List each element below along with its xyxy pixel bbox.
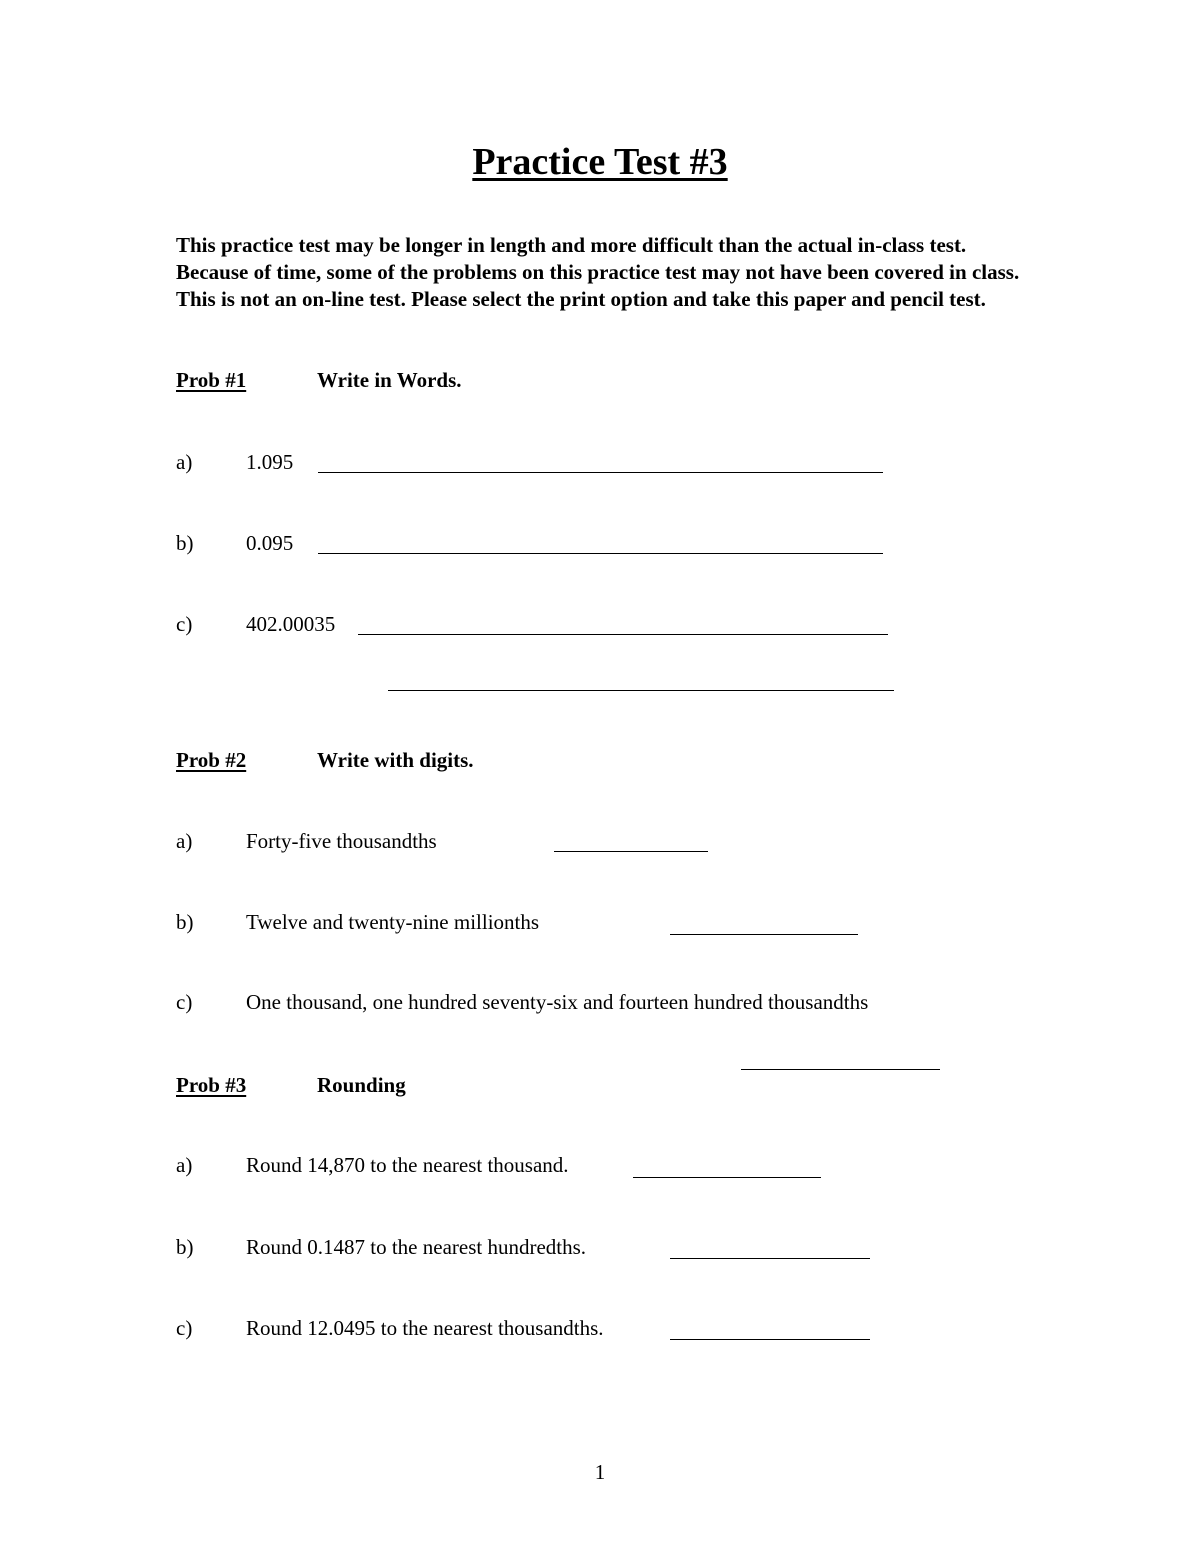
prob3-c-text: Round 12.0495 to the nearest thousandths.: [246, 1316, 604, 1340]
prob1-a-letter: a): [176, 450, 193, 474]
prob3-a-letter: a): [176, 1153, 193, 1177]
prob3-b-letter: b): [176, 1235, 194, 1259]
prob3-b-text: Round 0.1487 to the nearest hundredths.: [246, 1235, 587, 1259]
prob2-b-letter: b): [176, 910, 194, 934]
prob3-c-answer-line[interactable]: [670, 1339, 870, 1340]
prob2-a-letter: a): [176, 829, 193, 853]
prob1-title: Write in Words.: [317, 368, 462, 392]
prob2-b-answer-line[interactable]: [670, 934, 858, 935]
prob1-c-answer-line[interactable]: [358, 634, 888, 635]
prob2-c-text: One thousand, one hundred seventy-six and fourteen hundred thousandths: [246, 990, 869, 1014]
prob3-b-answer-line[interactable]: [670, 1258, 870, 1259]
prob2-c-letter: c): [176, 990, 193, 1014]
prob1-c-letter: c): [176, 612, 193, 636]
prob1-b-letter: b): [176, 531, 194, 555]
prob3-a-answer-line[interactable]: [633, 1177, 821, 1178]
prob1-c-number: 402.00035: [246, 612, 336, 636]
prob1-c-answer-line-2[interactable]: [388, 690, 894, 691]
prob1-b-answer-line[interactable]: [318, 553, 883, 554]
page-number: 1: [594, 1460, 606, 1484]
prob2-title: Write with digits.: [317, 748, 474, 772]
prob2-a-answer-line[interactable]: [554, 851, 708, 852]
prob2-c-answer-line[interactable]: [741, 1069, 940, 1070]
prob3-a-text: Round 14,870 to the nearest thousand.: [246, 1153, 569, 1177]
prob1-a-number: 1.095: [246, 450, 294, 474]
prob3-title: Rounding: [317, 1073, 406, 1097]
prob3-label: Prob #3: [176, 1073, 247, 1097]
prob2-b-text: Twelve and twenty-nine millionths: [246, 910, 540, 934]
prob1-a-answer-line[interactable]: [318, 472, 883, 473]
prob2-a-text: Forty-five thousandths: [246, 829, 437, 853]
prob1-label: Prob #1: [176, 368, 247, 392]
prob2-label: Prob #2: [176, 748, 247, 772]
intro-paragraph: This practice test may be longer in length and more difficult than the actual in-class test. Because of time, some of the problems on this practice test may not have been covered in class. This is not an on-line test. Please select the print option and take this paper and pencil test.: [176, 233, 1020, 311]
prob1-b-number: 0.095: [246, 531, 294, 555]
page-title: Practice Test #3: [472, 141, 728, 183]
prob3-c-letter: c): [176, 1316, 193, 1340]
